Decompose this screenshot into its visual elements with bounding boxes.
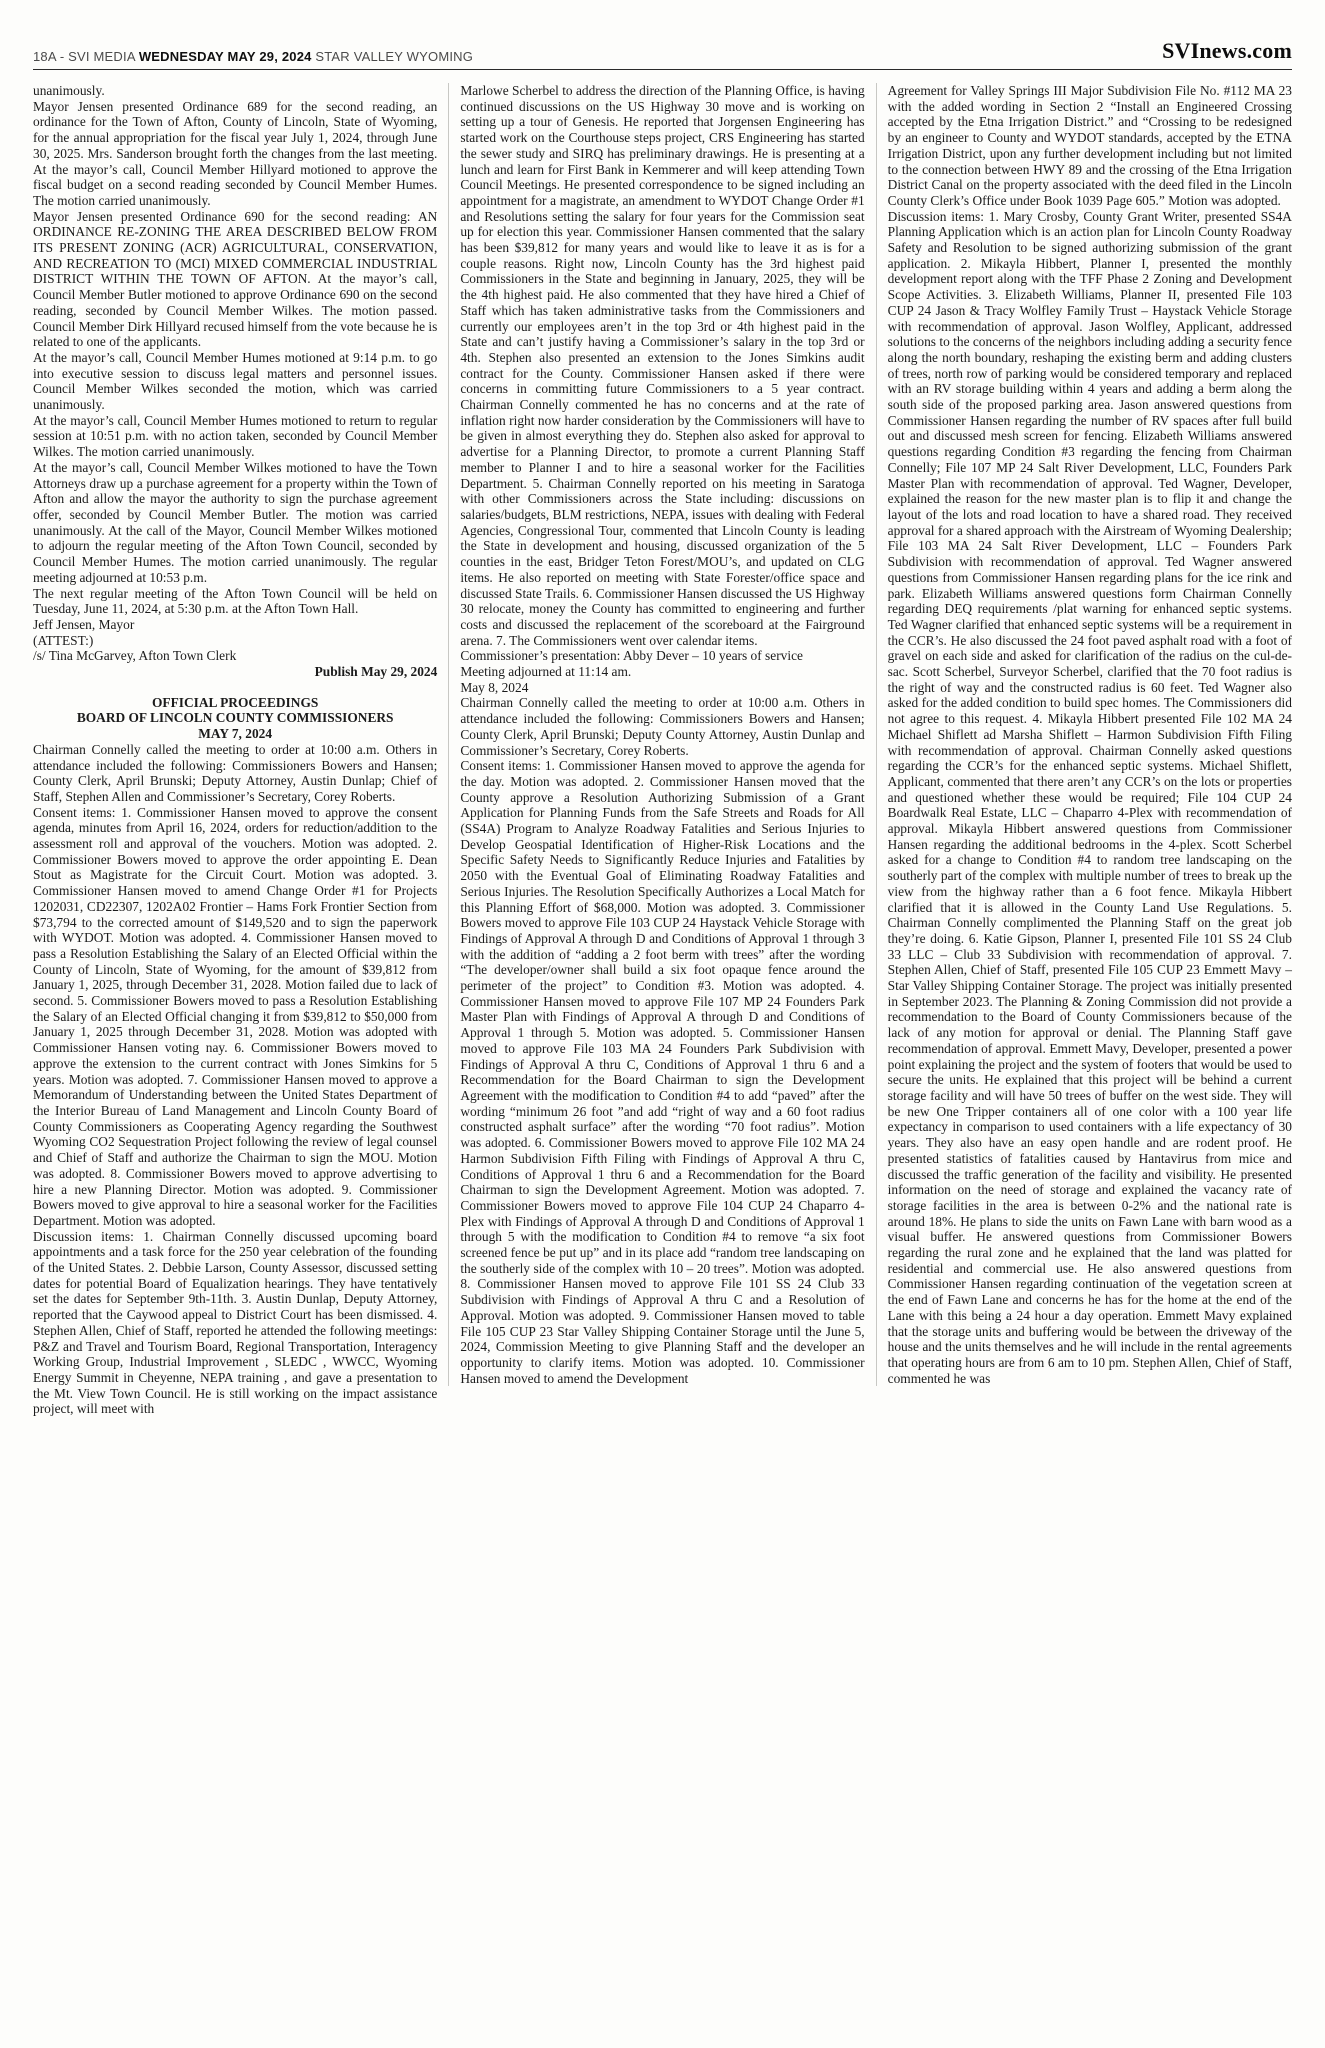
masthead-region: STAR VALLEY WYOMING [311, 49, 474, 64]
paragraph: Discussion items: 1. Mary Crosby, County Grant Writer, presented SS4A Planning Application which is an action plan for Lincoln County Roadway Safety and Resolution to be signed authorizing submission of the grant application. 2. Mikayla Hibbert, Planner I, presented the monthly development report along with the TFF Phase 2 Zoning and Development Scope Activities. 3. Elizabeth Williams, Planner II, presented File 103 CUP 24 Jason & Tracy Wolfley Family Trust – Haystack Vehicle Storage with recommendation of approval. Jason Wolfley, Applicant, addressed solutions to the concerns of the neighbors including adding a security fence along the north boundary, reshaping the existing berm and adding clusters of trees, north row of parking would be considered temporary and replaced with an RV storage building within 4 years and adding a berm along the south side of the proposed parking area. Jason answered questions from Commissioner Hansen regarding the number of RV spaces after full build out and discussed mesh screen for fencing. Elizabeth Williams answered questions regarding Condition #3 regarding the fencing from Chairman Connelly; File 107 MP 24 Salt River Development, LLC, Founders Park Master Plan with recommendation of approval. Ted Wagner, Developer, explained the reason for the new master plan is to flip it and change the layout of the lots and road location to have a shared road. They received approval for a shared approach with the Airstream of Wyoming Dealership; File 103 MA 24 Salt River Development, LLC – Founders Park Subdivision with recommendation of approval. Ted Wagner answered questions from Commissioner Hansen regarding plans for the ice rink and park. Elizabeth Williams answered questions form Chairman Connelly regarding DEQ requirements /plat warning for enhanced septic systems. Ted Wagner clarified that enhanced septic systems will be a requirement in the CCR’s. He also discussed the 24 foot paved asphalt road with a foot of gravel on each side and asked for clarification of the radius on the cul-de-sac. Scott Scherbel, Surveyor Scherbel, clarified that the 70 foot radius is the right of way and the constructed radius is 60 feet. Ted Wagner also asked for the added condition to build spec homes. The Commissioners did not agree to this request. 4. Mikayla Hibbert presented File 102 MA 24 Michael Shiflett ad Marsha Shiflett – Harmon Subdivision Fifth Filing with recommendation of approval. Chairman Connelly asked questions regarding the CCR’s for the enhanced septic systems. Michael Shiflett, Applicant, commented that there aren’t any CCR’s on the lots or properties and questioned whether these would be required; File 104 CUP 24 Boardwalk Real Estate, LLC – Chaparro 4-Plex with recommendation of approval. Mikayla Hibbert answered questions from Commissioner Hansen regarding the additional bedrooms in the 4-plex. Scott Scherbel asked for a change to Condition #4 to random tree landscaping on the southerly part of the complex with multiple number of trees to break up the view from the highway rather than a 6 foot fence. Mikayla Hibbert clarified that it is allowed in the County Land Use Regulations. 5. Chairman Connelly complimented the Planning Staff on the great job they’re doing. 6. Katie Gipson, Planner I, presented File 101 SS 24 Club 33 LLC – Club 33 Subdivision with recommendation of approval. 7. Stephen Allen, Chief of Staff, presented File 105 CUP 23 Emmett Mavy – Star Valley Shipping Container Storage. The project was initially presented in September 2023. The Planning & Zoning Commission did not provide a recommendation to the Board of County Commissioners because of the lack of any motion for approval or denial. The Planning Staff gave recommendation of approval. Emmett Mavy, Developer, presented a power point explaining the project and the system of footers that would be used to secure the units. He explained that this project will be behind a current storage facility and will have 50 trees of buffer on the west side. They will be new One Tripper containers all of one color with a 100 year life expectancy in comparison to used containers with a life expectancy of 30 years. They also have an easy open handle and are rodent proof. He presented statistics of fatalities caused by Hantavirus from mice and discussed the traffic generation of the facility and visibility. He presented information on the need of storage and explained the vacancy rate of storage facilities in the area is between 0-2% and the national rate is around 18%. He plans to side the units on Fawn Lane with barn wood as a visual buffer. He answered questions from Commissioner Bowers regarding the rural zone and he explained that the land was platted for residential and commercial use. He also answered questions from Commissioner Hansen regarding continuation of the vegetation screen at the end of Fawn Lane and concerns he has for the home at the end of the Lane with this being a 24 hour a day operation. Emmett Mavy explained that the storage units and buffering would be between the driveway of the house and the units themselves and he will include in the rental agreements that operating hours are from 6 am to 10 pm. Stephen Allen, Chief of Staff, commented he was [887, 208, 1292, 1386]
paragraph: Chairman Connelly called the meeting to order at 10:00 a.m. Others in attendance included the following: Commissioners Bowers and Hansen; County Clerk, April Brunski; Deputy Attorney, Austin Dunlap; Chief of Staff, Stephen Allen and Commissioner’s Secretary, Corey Roberts. [33, 741, 438, 804]
paragraph: Mayor Jensen presented Ordinance 689 for the second reading, an ordinance for the Town of Afton, County of Lincoln, State of Wyoming, for the annual appropriation for the fiscal year July 1, 2024, through June 30, 2025. Mrs. Sanderson brought forth the changes from the last meeting. At the mayor’s call, Council Member Hillyard motioned to approve the fiscal budget on a second reading seconded by Council Member Humes. The motion carried unanimously. [33, 98, 438, 208]
paragraph: Discussion items: 1. Chairman Connelly discussed upcoming board appointments and a task force for the 250 year celebration of the founding of the United States. 2. Debbie Larson, County Assessor, discussed setting dates for potential Board of Equalization hearings. They have tentatively set the dates for September 9th-11th. 3. Austin Dunlap, Deputy Attorney, reported that the Caywood appeal to District Court has been dismissed. 4. Stephen Allen, Chief of Staff, reported he attended the following meetings: P&Z and Travel and Tourism Board, Regional Transportation, Interagency Working Group, Industrial Improvement , SLEDC , WWCC, Wyoming Energy Summit in Cheyenne, NEPA training , and gave a presentation to the Mt. View Town Council. He is still working on the impact assistance project, will meet with [33, 1228, 438, 1417]
paragraph: Consent items: 1. Commissioner Hansen moved to approve the consent agenda, minutes from April 16, 2024, orders for reduction/addition to the assessment roll and approval of the vouchers. Motion was adopted. 2. Commissioner Bowers moved to approve the order appointing E. Dean Stout as Magistrate for the Circuit Court. Motion was adopted. 3. Commissioner Hansen moved to amend Change Order #1 for Projects 1202031, CD22307, 1202A02 Frontier – Hams Fork Frontier Section from $73,794 to the corrected amount of $149,520 and to sign the paperwork with WYDOT. Motion was adopted. 4. Commissioner Hansen moved to pass a Resolution Establishing the Salary of an Elected Official within the County of Lincoln, State of Wyoming, for the amount of $39,812 from January 1, 2025, through December 31, 2028. Motion failed due to lack of second. 5. Commissioner Bowers moved to pass a Resolution Establishing the Salary of an Elected Official changing it from $39,812 to $50,000 from January 1, 2025 through December 31, 2028. Motion was adopted with Commissioner Hansen voting nay. 6. Commissioner Bowers moved to approve the extension to the current contract with Jones Simkins for 5 years. Motion was adopted. 7. Commissioner Hansen moved to approve a Memorandum of Understanding between the United States Department of the Interior Bureau of Land Management and Lincoln County Board of County Commissioners as Cooperating Agency regarding the Southwest Wyoming CO2 Sequestration Project following the review of legal counsel and Chief of Staff and authorize the Chairman to sign the MOU. Motion was adopted. 8. Commissioner Bowers moved to approve advertising to hire a new Planning Director. Motion was adopted. 9. Commissioner Bowers moved to give approval to hire a seasonal worker for the Facilities Department. Motion was adopted. [33, 804, 438, 1228]
clerk-signature-line: /s/ Tina McGarvey, Afton Town Clerk [33, 648, 237, 664]
article-columns [33, 83, 1292, 1417]
column-1 [33, 83, 448, 1417]
date-line: May 8, 2024 [460, 679, 529, 695]
continuation-line: unanimously. [33, 83, 105, 98]
paragraph: At the mayor’s call, Council Member Humes motioned to return to regular session at 10:51 p.m. with no action taken, seconded by Council Member Wilkes. The motion carried unanimously. [33, 412, 438, 460]
masthead-edition-line [33, 49, 473, 64]
paragraph: The next regular meeting of the Afton Town Council will be held on Tuesday, June 11, 2024, at 5:30 p.m. at the Afton Town Hall. [33, 585, 438, 617]
section-date-heading: MAY 7, 2024 [198, 726, 273, 742]
paragraph: Marlowe Scherbel to address the direction of the Planning Office, is having continued discussions on the US Highway 30 move and is working on setting up a tour of Genesis. He reported that Jorgensen Engineering has started work on the Courthouse steps project, CRS Engineering has started the sewer study and SIRQ has preliminary drawings. He is presenting at a lunch and learn for First Bank in Kemmerer and will keep attending Town Council Meetings. He presented correspondence to be signed including an appointment for a magistrate, an amendment to WYDOT Change Order #1 and Resolutions setting the salary for four years for the Commission seat up for election this year. Commissioner Hansen commented that the salary has been $39,812 for many years and would like to leave it as is for a couple reasons. Right now, Lincoln County has the 3rd highest paid Commissioners in the State and beginning in January, 2025, they will be the 4th highest paid. He also commented that they have hired a Chief of Staff which has taken administrative tasks from the Commissioners and currently our employees aren’t in the top 3rd or 4th highest paid in the State and can’t justify having a Commissioner’s salary in the top 3rd or 4th. Stephen also presented an extension to the Jones Simkins audit contract for the County. Commissioner Hansen asked if there were concerns in committing future Commissioners to a 5 year contract. Chairman Connelly commented he has no concerns and at the rate of inflation right now harder consideration by the Commissioners will have to be given in almost everything they do. Stephen also asked for approval to advertise for a Planning Director, to promote a current Planning Staff member to Planner I and to hire a seasonal worker for the Facilities Department. 5. Chairman Connelly reported on his meeting in Saratoga with other Commissioners across the State including: discussions on salaries/budgets, BLM restrictions, NEPA, issues with dealing with Federal Agencies, Congressional Tour, commented that Lincoln County is leading the State in development and housing, discussed organization of the 5 counties in the east, Bridger Teton Forest/MOU’s, and updated on CLG items. He also reported on meeting with State Forester/office space and discussed State Trails. 6. Commissioner Hansen discussed the US Highway 30 relocate, money the County has committed to engineering and further costs and discussed the replacement of the scoreboard at the Fairground arena. 7. The Commissioners went over calendar items. [460, 83, 865, 648]
paragraph: Consent items: 1. Commissioner Hansen moved to approve the agenda for the day. Motion was adopted. 2. Commissioner Hansen moved that the County approve a Resolution Authorizing Submission of a Grant Application for Planning Funds from the Safe Streets and Roads for All (SS4A) Program to Analyze Roadway Fatalities and Serious Injuries to Develop Geospatial Identification of Higher-Risk Locations and the Specific Safety Needs to Significantly Reduce Injuries and Fatalities by 2050 with the Eventual Goal of Eliminating Roadway Fatalities and Serious Injuries. The Resolution Specifically Authorizes a Local Match for this Planning Effort of $68,000. Motion was adopted. 3. Commissioner Bowers moved to approve File 103 CUP 24 Haystack Vehicle Storage with Findings of Approval A through D and Conditions of Approval 1 through 3 with the addition of “adding a 2 foot berm with trees” after the wording “The developer/owner shall build a six foot opaque fence around the perimeter of the project” to Condition #3. Motion was adopted. 4. Commissioner Hansen moved to approve File 107 MP 24 Founders Park Master Plan with Findings of Approval A through D and Conditions of Approval 1 through 5. Motion was adopted. 5. Commissioner Hansen moved to approve File 103 MA 24 Founders Park Subdivision with Findings of Approval A thru C, Conditions of Approval 1 thru 6 and a Recommendation for the Board Chairman to sign the Development Agreement with the modification to Condition #4 to add “paved” after the wording “minimum 26 foot ”and add “right of way and a 60 foot radius constructed asphalt surface” after the wording “70 foot radius”. Motion was adopted. 6. Commissioner Bowers moved to approve File 102 MA 24 Harmon Subdivision Fifth Filing with Findings of Approval A thru C, Conditions of Approval 1 thru 6 and a Recommendation for the Board Chairman to sign the Development Agreement. Motion was adopted. 7. Commissioner Bowers moved to approve File 104 CUP 24 Chaparro 4-Plex with Findings of Approval A through D and Conditions of Approval 1 through 5 with the modification to Condition #4 to remove “a six foot screened fence be put up” and in its place add “random tree landscaping on the southerly side of the complex with 10 – 20 trees”. Motion was adopted. 8. Commissioner Hansen moved to approve File 101 SS 24 Club 33 Subdivision with Findings of Approval A thru C and a Resolution of Approval. Motion was adopted. 9. Commissioner Hansen moved to table File 105 CUP 23 Star Valley Shipping Container Storage until the June 5, 2024, Commission Meeting to give Planning Staff and the developer an opportunity to clarify items. Motion was adopted. 10. Commissioner Hansen moved to amend the Development [460, 758, 865, 1386]
paragraph: Commissioner’s presentation: Abby Dever – 10 years of service [460, 648, 803, 664]
masthead [33, 38, 1292, 70]
masthead-page-label: 18A - SVI MEDIA [33, 49, 139, 64]
masthead-website: SVInews.com [1162, 38, 1292, 63]
attest-line: (ATTEST:) [33, 632, 94, 648]
publish-date-line: Publish May 29, 2024 [314, 664, 438, 680]
paragraph: Meeting adjourned at 11:14 am. [460, 664, 632, 680]
paragraph: At the mayor’s call, Council Member Humes motioned at 9:14 p.m. to go into executive session to discuss legal matters and personnel issues. Council Member Wilkes seconded the motion, which was carried unanimously. [33, 349, 438, 413]
signature-line: Jeff Jensen, Mayor [33, 616, 135, 632]
section-subheading: BOARD OF LINCOLN COUNTY COMMISSIONERS [76, 710, 394, 726]
section-heading: OFFICIAL PROCEEDINGS [152, 694, 319, 710]
paragraph: At the mayor’s call, Council Member Wilkes motioned to have the Town Attorneys draw up a purchase agreement for a property within the Town of Afton and allow the mayor the authority to sign the purchase agreement offer, seconded by Council Member Butler. The motion was carried unanimously. At the call of the Mayor, Council Member Wilkes motioned to adjourn the regular meeting of the Afton Town Council, seconded by Council Member Humes. The motion carried unanimously. The regular meeting adjourned at 10:53 p.m. [33, 459, 438, 585]
paragraph: Chairman Connelly called the meeting to order at 10:00 a.m. Others in attendance included the following: Commissioners Bowers and Hansen; County Clerk, April Brunski; Deputy County Attorney, Austin Dunlap and Commissioner’s Secretary, Corey Roberts. [460, 695, 865, 758]
paragraph: Agreement for Valley Springs III Major Subdivision File No. #112 MA 23 with the added wording in Section 2 “Install an Engineered Crossing accepted by the Etna Irrigation District.” and “Crossing to be redesigned by an engineer to County and WYDOT standards, accepted by the ETNA Irrigation District, upon any further development including but not limited to the connection between HWY 89 and the crossing of the Etna Irrigation District Canal on the property associated with the deed filed in the Lincoln County Clerk’s Office under Book 1039 Page 605.” Motion was adopted. [887, 83, 1292, 208]
masthead-date: WEDNESDAY MAY 29, 2024 [138, 49, 312, 64]
column-2 [448, 83, 875, 1386]
column-3 [876, 83, 1292, 1386]
paragraph: Mayor Jensen presented Ordinance 690 for the second reading: AN ORDINANCE RE-ZONING THE AREA DESCRIBED BELOW FROM ITS PRESENT ZONING (ACR) AGRICULTURAL, CONSERVATION, AND RECREATION TO (MCI) MIXED COMMERCIAL INDUSTRIAL DISTRICT WITHIN THE TOWN OF AFTON. At the mayor’s call, Council Member Butler motioned to approve Ordinance 690 on the second reading, seconded by Council Member Wilkes. The motion passed. Council Member Dirk Hillyard recused himself from the vote because he is related to one of the applicants. [33, 208, 438, 350]
